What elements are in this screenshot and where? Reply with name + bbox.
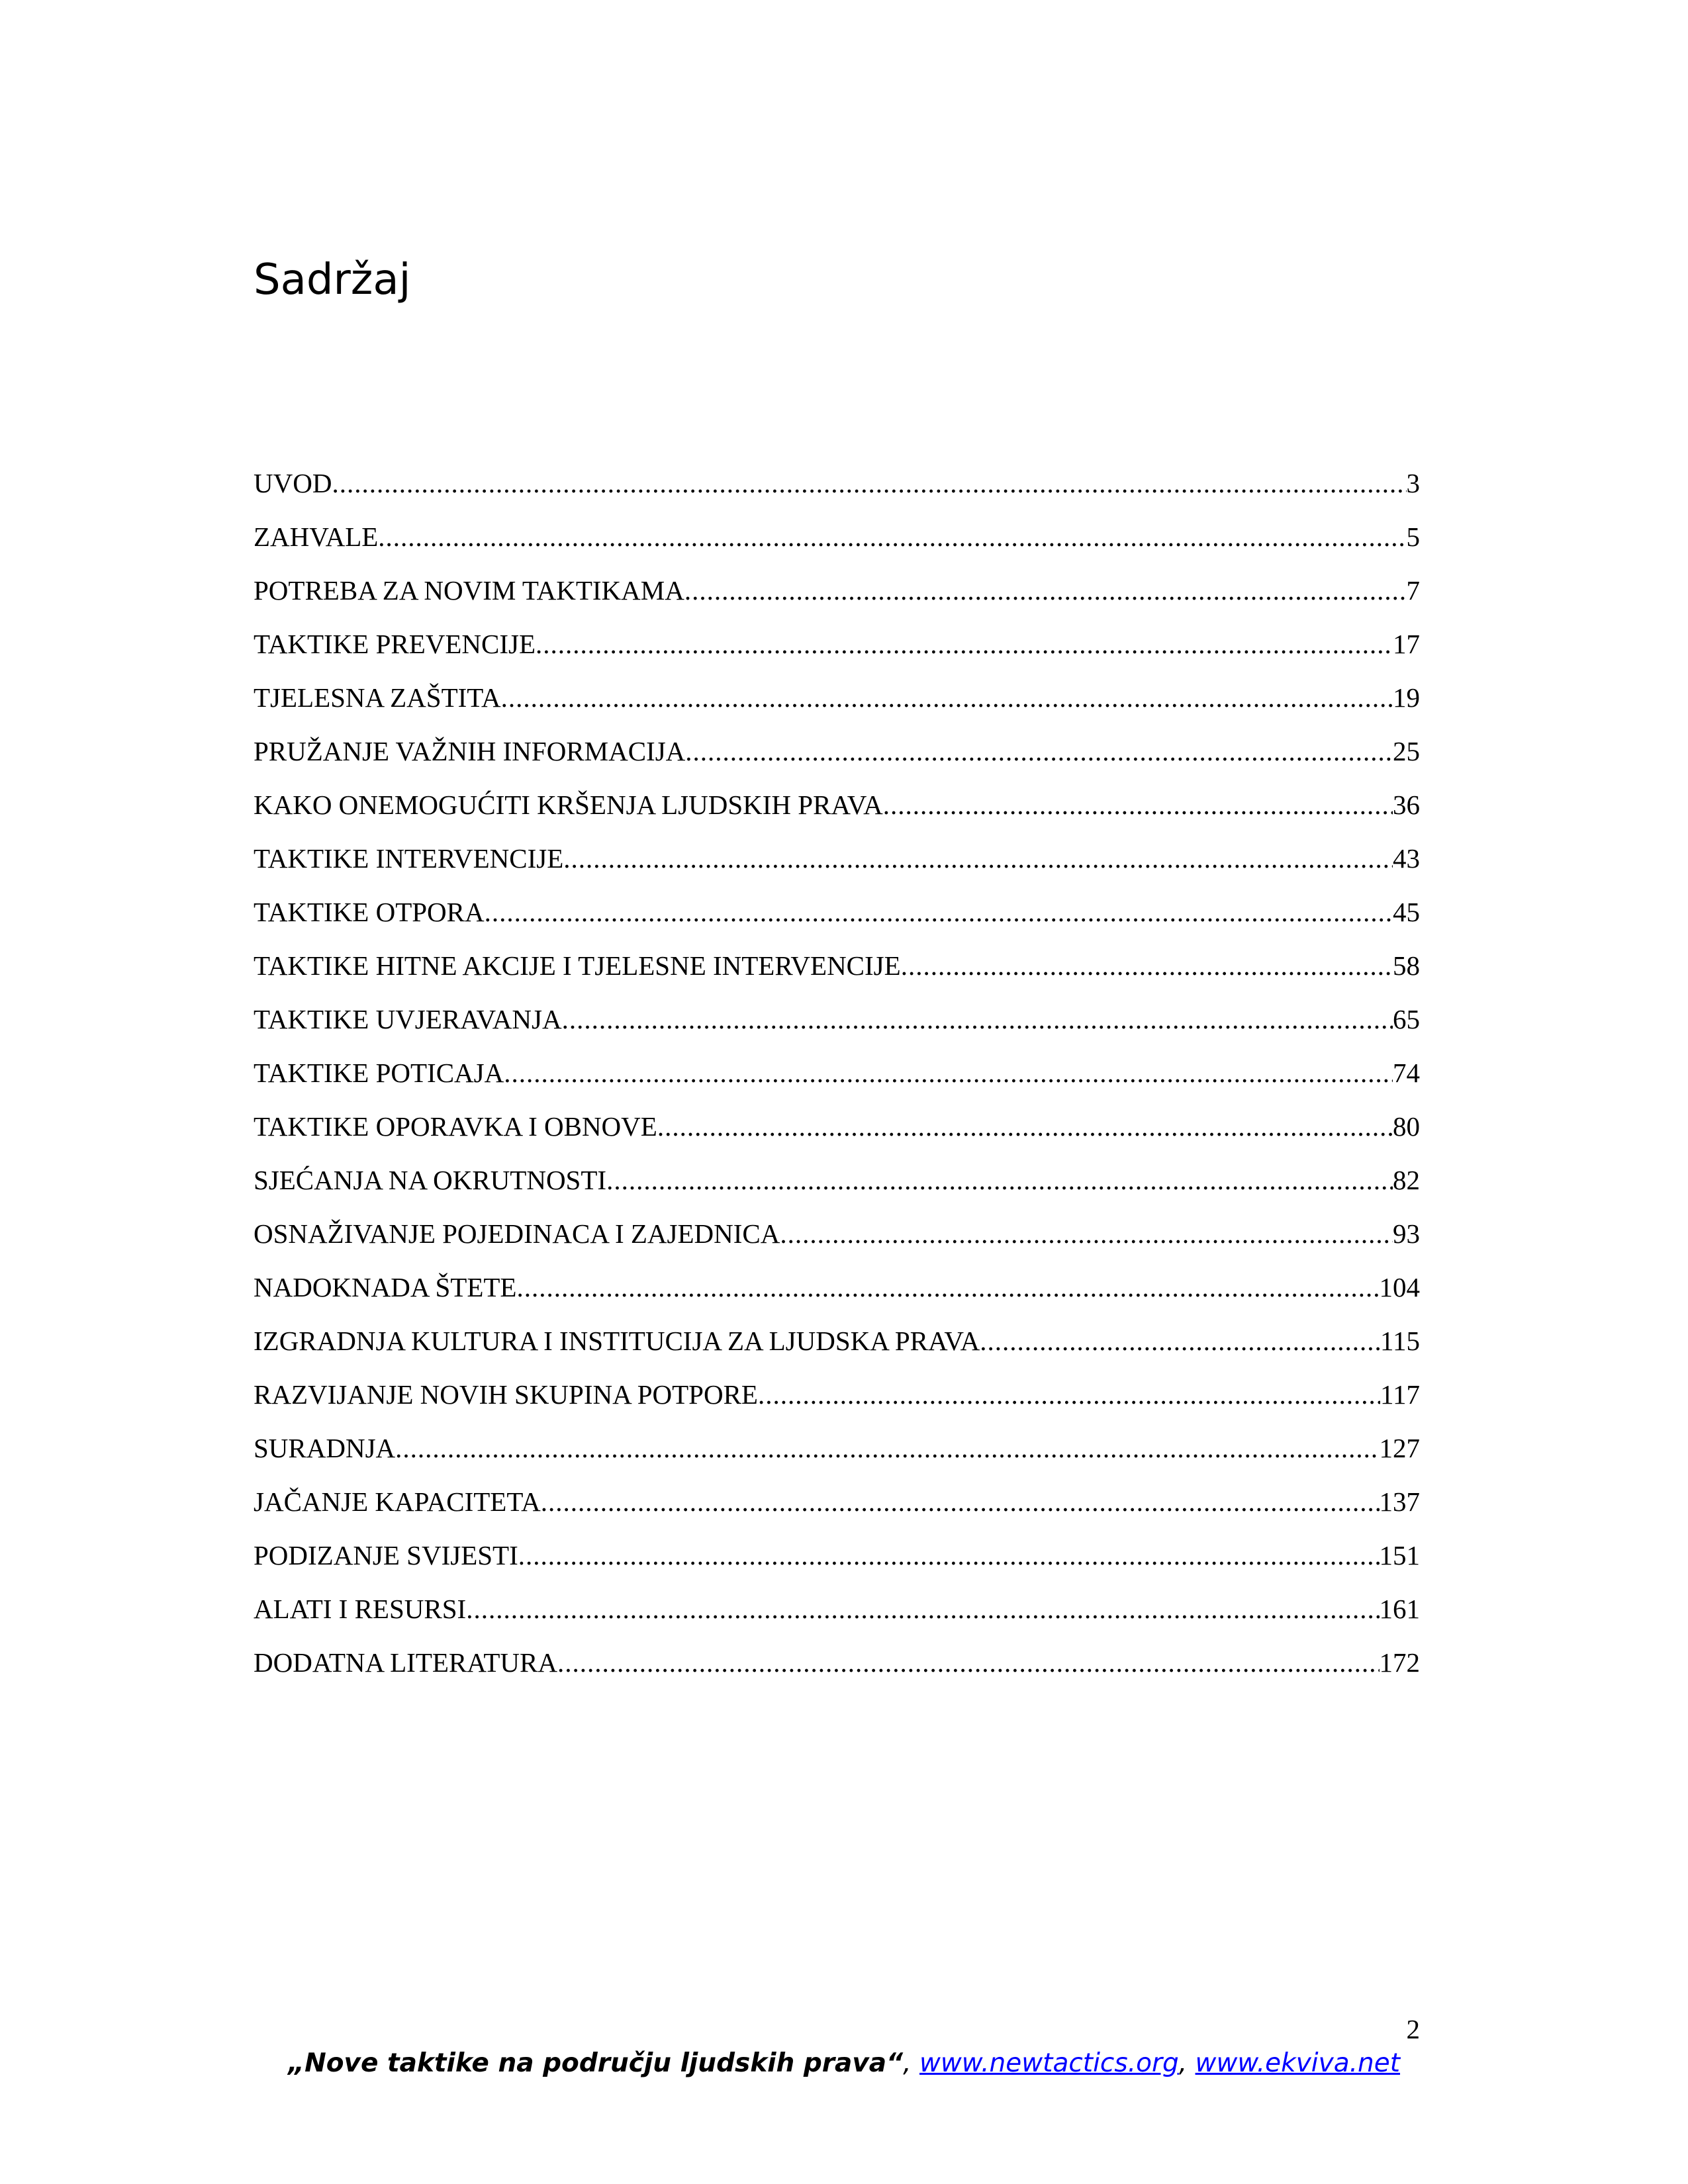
- toc-dot-leader: [557, 1636, 1380, 1690]
- toc-entry-label: TAKTIKE OPORAVKA I OBNOVE: [254, 1111, 657, 1142]
- toc-entry-label: PRUŽANJE VAŽNIH INFORMACIJA: [254, 736, 686, 766]
- toc-entry-page: 58: [1393, 950, 1420, 981]
- toc-entry[interactable]: [254, 510, 1420, 564]
- toc-entry-page: 82: [1393, 1165, 1420, 1195]
- toc-dot-leader: [518, 1529, 1380, 1582]
- toc-dot-leader: [780, 1207, 1393, 1261]
- toc-entry-label: SJEĆANJA NA OKRUTNOSTI: [254, 1165, 607, 1195]
- toc-entry-page: 25: [1393, 736, 1420, 766]
- toc-entry-label: NADOKNADA ŠTETE: [254, 1272, 517, 1302]
- ekviva-link[interactable]: www.ekviva.net: [1195, 2048, 1401, 2078]
- toc-entry-page: 137: [1379, 1486, 1420, 1517]
- toc-dot-leader: [485, 886, 1393, 939]
- toc-entry-page: 93: [1393, 1218, 1420, 1249]
- toc-entry-page: 3: [1406, 468, 1420, 498]
- page-number: 2: [1406, 2014, 1420, 2044]
- table-of-contents: [254, 457, 1420, 1690]
- page-title: Sadržaj: [254, 255, 411, 304]
- toc-entry-page: 127: [1379, 1433, 1420, 1463]
- toc-dot-leader: [657, 1100, 1393, 1154]
- toc-entry-page: 74: [1393, 1058, 1420, 1088]
- toc-entry-label: JAČANJE KAPACITETA: [254, 1486, 541, 1517]
- toc-entry-label: TAKTIKE OTPORA: [254, 897, 485, 927]
- toc-entry-label: KAKO ONEMOGUĆITI KRŠENJA LJUDSKIH PRAVA: [254, 790, 883, 820]
- toc-dot-leader: [901, 939, 1393, 993]
- toc-dot-leader: [563, 832, 1393, 886]
- toc-entry-label: RAZVIJANJE NOVIH SKUPINA POTPORE: [254, 1379, 758, 1410]
- toc-entry[interactable]: [254, 1368, 1420, 1422]
- toc-dot-leader: [541, 1475, 1380, 1529]
- toc-entry[interactable]: [254, 993, 1420, 1046]
- toc-dot-leader: [501, 671, 1393, 725]
- toc-dot-leader: [504, 1046, 1393, 1100]
- toc-entry[interactable]: [254, 1422, 1420, 1475]
- toc-entry-label: POTREBA ZA NOVIM TAKTIKAMA: [254, 575, 684, 606]
- footer-title: „Nove taktike na području ljudskih prava“: [287, 2048, 904, 2078]
- toc-entry-label: OSNAŽIVANJE POJEDINACA I ZAJEDNICA: [254, 1218, 780, 1249]
- toc-entry-label: SURADNJA: [254, 1433, 396, 1463]
- toc-entry-page: 45: [1393, 897, 1420, 927]
- toc-dot-leader: [516, 1261, 1379, 1314]
- toc-entry[interactable]: [254, 939, 1420, 993]
- toc-entry-label: TAKTIKE INTERVENCIJE: [254, 843, 564, 874]
- toc-entry-page: 19: [1393, 682, 1420, 713]
- toc-entry-page: 151: [1379, 1540, 1420, 1570]
- toc-entry[interactable]: [254, 564, 1420, 617]
- toc-entry-label: PODIZANJE SVIJESTI: [254, 1540, 518, 1570]
- toc-dot-leader: [684, 564, 1407, 617]
- toc-entry-page: 104: [1379, 1272, 1420, 1302]
- toc-entry-label: TAKTIKE PREVENCIJE: [254, 629, 536, 659]
- toc-entry[interactable]: [254, 1100, 1420, 1154]
- toc-entry-page: 115: [1380, 1326, 1420, 1356]
- footer-separator: ,: [903, 2048, 919, 2078]
- toc-entry-page: 172: [1379, 1647, 1420, 1678]
- footer-separator: ,: [1178, 2048, 1196, 2078]
- toc-dot-leader: [536, 617, 1393, 671]
- toc-entry-page: 36: [1393, 790, 1420, 820]
- toc-entry[interactable]: [254, 1529, 1420, 1582]
- page-footer: [0, 2048, 1688, 2078]
- toc-entry[interactable]: [254, 832, 1420, 886]
- toc-dot-leader: [980, 1314, 1380, 1368]
- toc-entry-label: DODATNA LITERATURA: [254, 1647, 557, 1678]
- toc-dot-leader: [685, 725, 1393, 778]
- toc-dot-leader: [466, 1582, 1379, 1636]
- toc-entry[interactable]: [254, 1314, 1420, 1368]
- toc-entry-page: 80: [1393, 1111, 1420, 1142]
- toc-entry-page: 5: [1406, 522, 1420, 552]
- toc-entry-label: TAKTIKE POTICAJA: [254, 1058, 504, 1088]
- toc-dot-leader: [562, 993, 1393, 1046]
- toc-dot-leader: [758, 1368, 1380, 1422]
- toc-dot-leader: [332, 457, 1406, 510]
- toc-entry-label: IZGRADNJA KULTURA I INSTITUCIJA ZA LJUDSKA PRAVA: [254, 1326, 980, 1356]
- toc-entry[interactable]: [254, 886, 1420, 939]
- toc-dot-leader: [883, 778, 1393, 832]
- toc-entry-page: 17: [1393, 629, 1420, 659]
- toc-entry[interactable]: [254, 1582, 1420, 1636]
- toc-entry-page: 161: [1379, 1594, 1420, 1624]
- toc-entry[interactable]: [254, 1046, 1420, 1100]
- toc-entry[interactable]: [254, 1154, 1420, 1207]
- toc-entry[interactable]: [254, 1475, 1420, 1529]
- toc-entry[interactable]: [254, 725, 1420, 778]
- toc-entry-label: ZAHVALE: [254, 522, 379, 552]
- toc-entry-page: 7: [1406, 575, 1420, 606]
- newtactics-link[interactable]: www.newtactics.org: [919, 2048, 1179, 2078]
- toc-dot-leader: [606, 1154, 1393, 1207]
- toc-entry-label: TAKTIKE UVJERAVANJA: [254, 1004, 562, 1034]
- toc-entry[interactable]: [254, 778, 1420, 832]
- toc-entry[interactable]: [254, 457, 1420, 510]
- toc-entry-label: ALATI I RESURSI: [254, 1594, 467, 1624]
- toc-dot-leader: [395, 1422, 1379, 1475]
- toc-entry-page: 117: [1380, 1379, 1420, 1410]
- toc-entry[interactable]: [254, 1636, 1420, 1690]
- toc-entry-label: TAKTIKE HITNE AKCIJE I TJELESNE INTERVENCIJE: [254, 950, 901, 981]
- toc-entry[interactable]: [254, 617, 1420, 671]
- toc-dot-leader: [378, 510, 1406, 564]
- toc-entry-page: 65: [1393, 1004, 1420, 1034]
- toc-entry[interactable]: [254, 1207, 1420, 1261]
- toc-entry[interactable]: [254, 1261, 1420, 1314]
- toc-entry-label: UVOD: [254, 468, 332, 498]
- toc-entry-label: TJELESNA ZAŠTITA: [254, 682, 501, 713]
- toc-entry-page: 43: [1393, 843, 1420, 874]
- toc-entry[interactable]: [254, 671, 1420, 725]
